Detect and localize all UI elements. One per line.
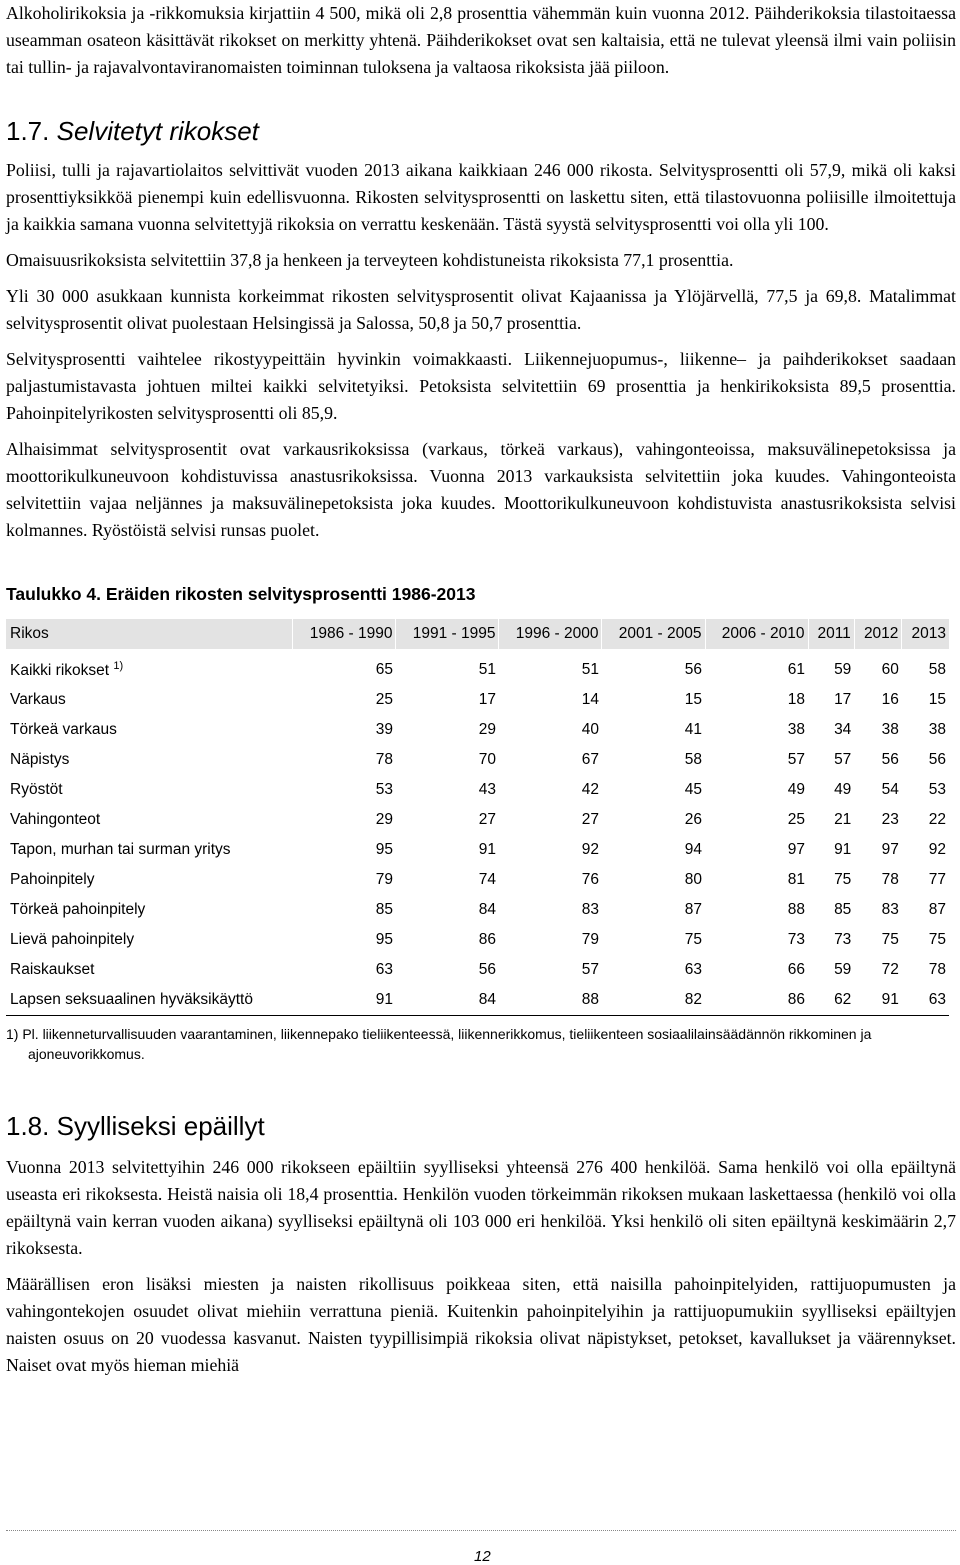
table-cell: 91 [478,841,496,858]
table-cell: 95 [375,841,393,858]
table-cell: 63 [684,961,702,978]
table-cell: 97 [881,841,899,858]
table-cell: 56 [478,961,496,978]
table-cell: 53 [375,781,393,798]
column-header: 2013 [902,619,949,649]
table-cell: 38 [787,721,806,738]
table-cell: 75 [834,871,852,888]
table-cell: 27 [478,811,496,828]
data-table [6,619,949,1016]
table-row [6,835,949,865]
table-cell: 63 [375,961,393,978]
table-cell: 58 [684,751,702,768]
table-cell: 54 [881,781,899,798]
row-label-text: Lapsen seksuaalinen hyväksikäyttö [10,991,253,1008]
table-cell: 27 [581,811,599,828]
document-page [6,0,956,1388]
table-cell: 51 [581,661,599,678]
table-cell: 43 [478,781,496,798]
column-header: 2006 - 2010 [705,619,808,649]
table-row [6,745,949,775]
table-cell: 82 [602,985,705,1016]
table-cell: 66 [787,961,806,978]
table-cell: 49 [787,781,806,798]
table-cell: 78 [375,751,393,768]
table-cell: 85 [375,901,393,918]
table-cell: 92 [581,841,599,858]
table-cell: 83 [881,901,899,918]
table-cell: 87 [928,901,946,918]
table-row [6,985,949,1016]
table-cell: 53 [928,781,946,798]
row-label-text: Näpistys [10,751,70,768]
table-cell: 94 [684,841,702,858]
row-label-text: Vahingonteot [10,811,101,828]
table-row [6,925,949,955]
table-cell: 25 [787,811,806,828]
table-cell: 38 [881,721,899,738]
row-label-text: Raiskaukset [10,961,95,978]
table-cell: 91 [293,985,396,1016]
paragraph: Yli 30 000 asukkaan kunnista korkeimmat rikosten selvitysprosentit olivat Kajaanissa ja Ylöjärvellä, 77,5 ja 69,8. Matalimmat selvitysprosentit olivat puolestaan Helsingissä ja Salossa, 50,8 ja 50,7 prosenttia. [6,286,956,333]
table-cell: 80 [684,871,702,888]
row-label [6,745,293,775]
table-cell: 29 [375,811,393,828]
table-cell: 21 [834,811,852,828]
table-cell: 76 [581,871,599,888]
table-cell: 78 [881,871,899,888]
table-cell: 75 [928,931,946,948]
footnote-marker: 1) [113,660,124,672]
table-cell: 41 [684,721,702,738]
row-label-text: Ryöstöt [10,781,63,798]
table-cell: 59 [834,661,852,678]
table-cell: 91 [854,985,902,1016]
row-label-text: Pahoinpitely [10,871,95,888]
table-cell: 88 [499,985,602,1016]
row-label [6,715,293,745]
row-label [6,835,293,865]
table-cell: 56 [684,661,702,678]
table-row [6,775,949,805]
section-heading-1-8 [6,1110,956,1142]
table-cell: 81 [787,871,806,888]
table-cell: 74 [478,871,496,888]
table-cell: 29 [478,721,496,738]
table-cell: 79 [581,931,599,948]
row-label [6,865,293,895]
section-number: 1.7. [6,116,50,146]
column-header: 1996 - 2000 [499,619,602,649]
table-cell: 18 [787,691,806,708]
table-footnote: 1) Pl. liikenneturvallisuuden vaarantaminen, liikennepako tieliikenteessä, liikennerikkomus, tieliikenteen sosiaalilainsäädännön rikkominen ja ajoneuvorikkomus. [6,1026,872,1062]
paragraph: Selvitysprosentti vaihtelee rikostyypeittäin hyvinkin voimakkaasti. Liikennejuopumus-, liikenne– ja paihderikokset saadaan paljastumistavasta johtuen miltei kaikki selvitetyiksi. Petoksista selvitettiin 69 prosenttia ja henkirikoksista 89,5 prosenttia. Pahoinpitelyrikosten selvitysprosentti oli 85,9. [6,349,956,423]
row-label-text: Törkeä pahoinpitely [10,901,146,918]
table-cell: 38 [928,721,946,738]
table-cell: 91 [834,841,852,858]
table-cell: 56 [928,751,946,768]
intro-paragraph: Alkoholirikoksia ja -rikkomuksia kirjattiin 4 500, mikä oli 2,8 prosenttia vähemmän kuin vuonna 2012. Päihderikoksia tilastoitaessa useamman osateon käsittävät rikokset on merkitty yhtenä. Päihderikokset ovat sen kaltaisia, että ne tulevat yleensä ilmi vain poliisin tai tullin- ja rajavalvontaviranomaisten toiminnan tuloksena ja valtaosa rikoksista jää piiloon. [6,3,956,77]
table-cell: 60 [881,661,899,678]
table-cell: 83 [581,901,599,918]
table-row [6,805,949,835]
table-header-row [6,619,949,649]
table-caption: Taulukko 4. Eräiden rikosten selvitysprosentti 1986-2013 [6,584,476,604]
page-divider [6,1530,956,1531]
table-cell: 57 [787,751,806,768]
row-label [6,685,293,715]
table-cell: 67 [581,751,599,768]
table-cell: 42 [581,781,599,798]
table-cell: 92 [928,841,946,858]
table-cell: 14 [581,691,599,708]
row-label [6,925,293,955]
table-cell: 25 [375,691,393,708]
column-header: 2012 [854,619,902,649]
table-cell: 87 [684,901,702,918]
column-header: 2011 [808,619,854,649]
table-cell: 73 [834,931,852,948]
section-title: Syylliseksi epäillyt [56,1111,265,1141]
table-cell: 62 [808,985,854,1016]
table-cell: 70 [478,751,496,768]
table-cell: 84 [396,985,499,1016]
table-cell: 57 [581,961,599,978]
table-cell: 95 [375,931,393,948]
row-label [6,649,293,685]
row-label [6,895,293,925]
section-heading-1-7 [6,115,956,147]
table-cell: 65 [375,661,393,678]
table-cell: 51 [478,661,496,678]
table-row [6,955,949,985]
row-label [6,985,293,1016]
table-cell: 26 [684,811,702,828]
table-cell: 17 [834,691,852,708]
table-cell: 17 [478,691,496,708]
row-label [6,775,293,805]
row-label-text: Tapon, murhan tai surman yritys [10,841,231,858]
column-header: 2001 - 2005 [602,619,705,649]
table-cell: 34 [834,721,852,738]
row-label-text: Lievä pahoinpitely [10,931,135,948]
paragraph: Alhaisimmat selvitysprosentit ovat varkausrikoksissa (varkaus, törkeä varkaus), vahingonteoissa, maksuvälinepetoksissa ja moottorikulkuneuvoon kohdistuvissa anastusrikoksissa. Vuonna 2013 varkauksista selvitettiin joka kuudes. Vahingonteoista selvitettiin vajaa neljännes ja maksuvälinepetoksista joka kuudes. Moottorikulkuneuvoon kohdistuvista anastusrikoksista selvisi kolmannes. Ryöstöistä selvisi runsas puolet. [6,439,956,540]
table-cell: 86 [478,931,496,948]
column-header: 1986 - 1990 [293,619,396,649]
table-cell: 15 [928,691,946,708]
row-label [6,805,293,835]
table-cell: 97 [787,841,806,858]
table-cell: 77 [928,871,946,888]
page-number: 12 [474,1548,491,1565]
table-row [6,715,949,745]
row-label [6,955,293,985]
paragraph: Poliisi, tulli ja rajavartiolaitos selvittivät vuoden 2013 aikana kaikkiaan 246 000 rikosta. Selvitysprosentti oli 57,9, mikä oli kaksi prosenttiyksikköä pienempi kuin edellisvuonna. Rikosten selvitysprosentti on laskettu siten, että tilastovuonna poliisille ilmoitettuja ja kaikkia samana vuonna selvitettyjä rikoksia on verrattu keskenään. Tästä syystä selvitysprosentti voi olla yli 100. [6,160,956,234]
table-row [6,649,949,685]
paragraph: Omaisuusrikoksista selvitettiin 37,8 ja henkeen ja terveyteen kohdistuneista rikoksista 77,1 prosenttia. [6,250,734,270]
table-cell: 56 [881,751,899,768]
table-cell: 45 [684,781,702,798]
table-cell: 49 [834,781,852,798]
section-title: Selvitetyt rikokset [56,116,259,146]
table-cell: 79 [375,871,393,888]
paragraph: Vuonna 2013 selvitettyihin 246 000 rikokseen epäiltiin syylliseksi yhteensä 276 400 henkilöä. Sama henkilö voi olla epäiltynä useasta eri rikoksesta. Heistä naisia oli 18,4 prosenttia. Henkilön vuoden törkeimmän rikoksen mukaan laskettaessa (henkilö voi olla epäiltynä vain kerran vuoden aikana) syylliseksi epäiltynä oli 103 000 eri henkilöä. Yksi henkilö oli siten epäiltynä keskimäärin 2,7 rikoksesta. [6,1157,956,1258]
table-cell: 40 [581,721,599,738]
column-header: 1991 - 1995 [396,619,499,649]
table-cell: 75 [684,931,702,948]
table-row [6,895,949,925]
table-cell: 15 [684,691,702,708]
column-header: Rikos [6,619,293,649]
table-cell: 75 [881,931,899,948]
table-cell: 57 [834,751,852,768]
table-cell: 61 [787,661,806,678]
table-cell: 39 [375,721,393,738]
row-label-text: Varkaus [10,691,66,708]
paragraph: Määrällisen eron lisäksi miesten ja naisten rikollisuus poikkeaa siten, että naisilla pahoinpitelyiden, rattijuopumusten ja vahingontekojen osuudet olivat miehiin verrattuna pieniä. Kuitenkin pahoinpitelyihin ja rattijuopumukiin syylliseksi epäiltyjen naisten osuus on 20 vuodessa kasvanut. Naisten tyypillisimpiä rikoksia olivat näpistykset, petokset, kavallukset ja väärennykset. Naiset ovat myös hieman miehiä [6,1274,956,1375]
section-number: 1.8. [6,1111,50,1141]
table-row [6,865,949,895]
table-cell: 22 [928,811,946,828]
table-cell: 78 [928,961,946,978]
table-cell: 58 [928,661,946,678]
table-cell: 63 [902,985,949,1016]
table-cell: 86 [705,985,808,1016]
table-cell: 59 [834,961,852,978]
row-label-text: Törkeä varkaus [10,721,117,738]
table-cell: 72 [881,961,899,978]
table-cell: 85 [834,901,852,918]
table-row [6,685,949,715]
table-cell: 73 [787,931,806,948]
row-label-text: Kaikki rikokset [10,662,110,679]
table-body [6,649,949,1016]
table-cell: 88 [787,901,806,918]
table-cell: 16 [881,691,899,708]
table-cell: 23 [881,811,899,828]
table-cell: 84 [478,901,496,918]
